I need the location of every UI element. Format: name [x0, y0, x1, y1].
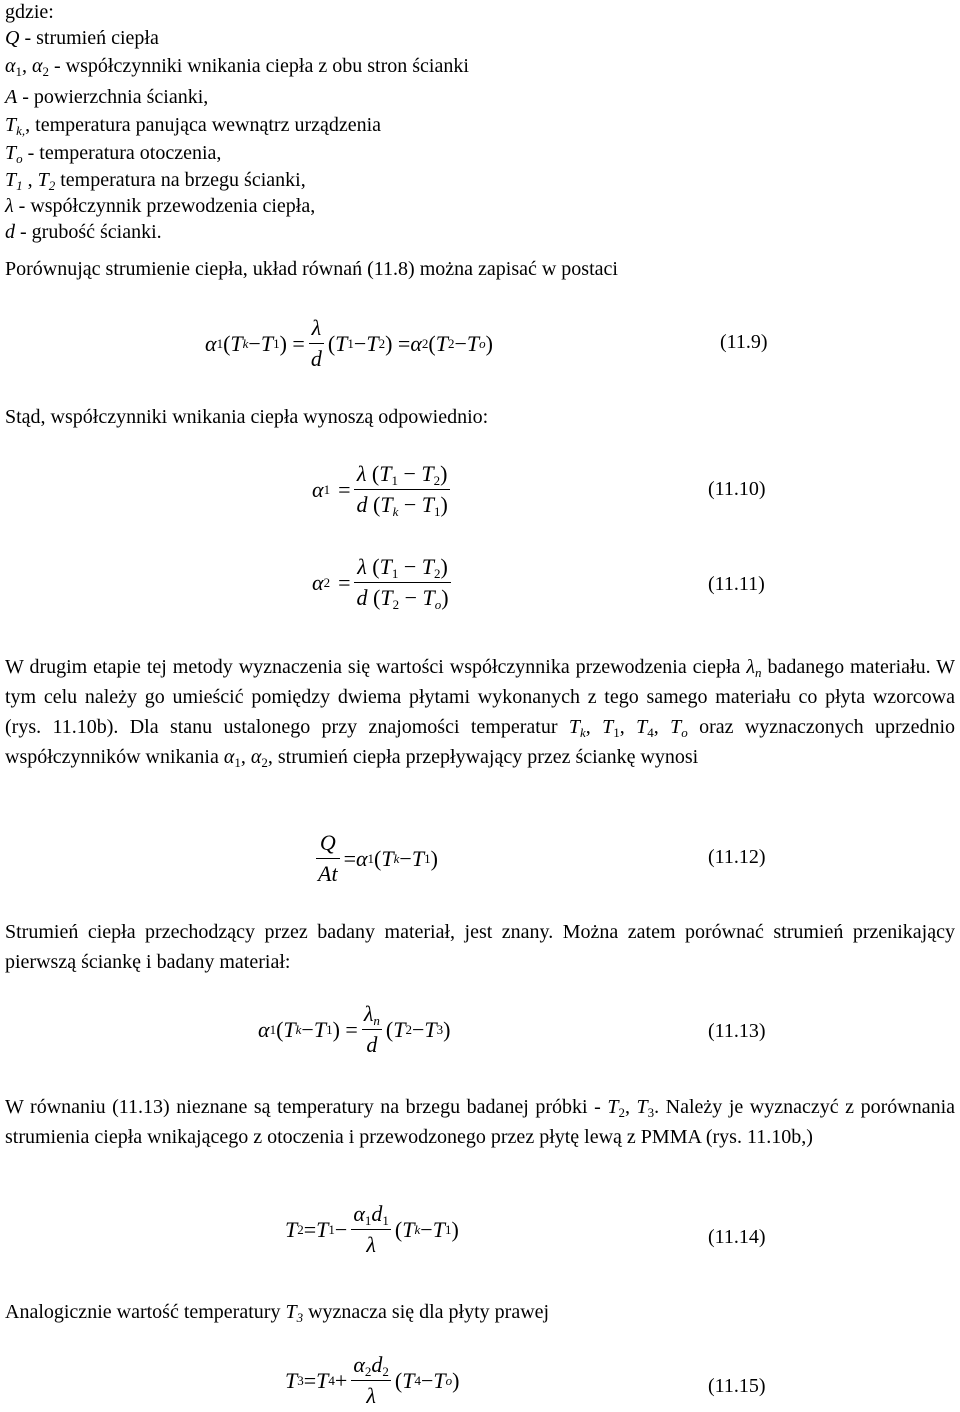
definition-lambda: λ - współczynnik przewodzenia ciepła,: [5, 195, 316, 217]
equation-number-11-13: (11.13): [708, 1020, 766, 1042]
equation-number-11-11: (11.11): [708, 573, 765, 595]
paragraph-heat-flux: Strumień ciepła przechodzący przez badany materiał, jest znany. Można zatem porównać strumień przenikający pierwszą ściankę i badany materiał:: [5, 921, 955, 973]
equation-11-15: T 3 = T 4 + $\frac{\alpha_2d_2}{\lambda}$ ( T 4 − T o ): [285, 1352, 460, 1408]
definition-tk: $T_{k,}$, temperatura panująca wewnątrz urządzenia: [5, 114, 382, 138]
paragraph-unknown-temperatures: W równaniu (11.13) nieznane są temperatury na brzegu badanej próbki - $T_2$, $T_3$. Należy je wyznaczyć z porównania strumienia ciepła wnikającego z otoczenia i przewodzonego przez płytę lewą z PMMA (rys. 11.10b,): [5, 1096, 956, 1148]
equation-number-11-15: (11.15): [708, 1375, 766, 1397]
paragraph-second-stage: W drugim etapie tej metody wyznaczenia się wartości współczynnika przewodzenia ciepła $\lambda_n$ badanego materiału. W tym celu należy go umieścić pomiędzy dwiema płytami wykonanych z tego samego materiału co płyta wzorcowa (rys. 11.10b). Dla stanu ustalonego przy znajomości temperatur $T_k$, $T_1$, $T_4$, $T_o$ oraz wyznaczonych uprzednio współczynników wnikania $\alpha_1$, $\alpha_2$, strumień ciepła przepływający przez ściankę wynosi: [5, 656, 956, 770]
equation-number-11-12: (11.12): [708, 846, 766, 868]
equation-number-11-9: (11.9): [720, 331, 768, 353]
definition-to: $T_o$ - temperatura otoczenia,: [5, 142, 222, 166]
paragraph-coefficients: Stąd, współczynniki wnikania ciepła wynoszą odpowiednio:: [5, 406, 489, 428]
definition-a: A - powierzchnia ścianki,: [5, 86, 209, 108]
definition-t1t2: $T_1$ , $T_2$ temperatura na brzegu ścianki,: [5, 169, 306, 193]
equation-11-14: T 2 = T 1 − $\frac{\alpha_1d_1}{\lambda}$ ( T k − T 1 ): [285, 1201, 459, 1257]
equation-11-13: α 1 ( T k − T 1 ) = $\frac{\lambda_n}{d}$ ( T 2 − T 3 ): [258, 1001, 451, 1057]
equation-11-9: α 1 ( T k − T 1 ) = $\frac{\lambda}{d}$ ( T 1 − T 2 ) = α 2 ( T 2 − T o ): [205, 315, 493, 371]
definition-q: Q - strumień ciepła: [5, 27, 159, 49]
paragraph-comparison: Porównując strumienie ciepła, układ równań (11.8) można zapisać w postaci: [5, 258, 618, 280]
equation-11-11: α 2 = $\frac{\lambda (T_1 - T_2)}{d (T_2 - T_o)}$: [312, 554, 449, 612]
equation-11-10: α 1 = $\frac{\lambda (T_1 - T_2)}{d (T_k - T_1)}$: [312, 461, 448, 519]
definition-d: d - grubość ścianki.: [5, 221, 162, 243]
paragraph-analog: Analogicznie wartość temperatury $T_3$ wyznacza się dla płyty prawej: [5, 1301, 550, 1325]
equation-number-11-14: (11.14): [708, 1226, 766, 1248]
equation-number-11-10: (11.10): [708, 478, 766, 500]
equation-11-12: $\frac{Q}{At}$ = α 1 ( T k − T 1 ): [318, 830, 438, 886]
intro-text: gdzie:: [5, 1, 54, 23]
definition-alpha: $\alpha_1$, $\alpha_2$ - współczynniki wnikania ciepła z obu stron ścianki: [5, 55, 469, 79]
